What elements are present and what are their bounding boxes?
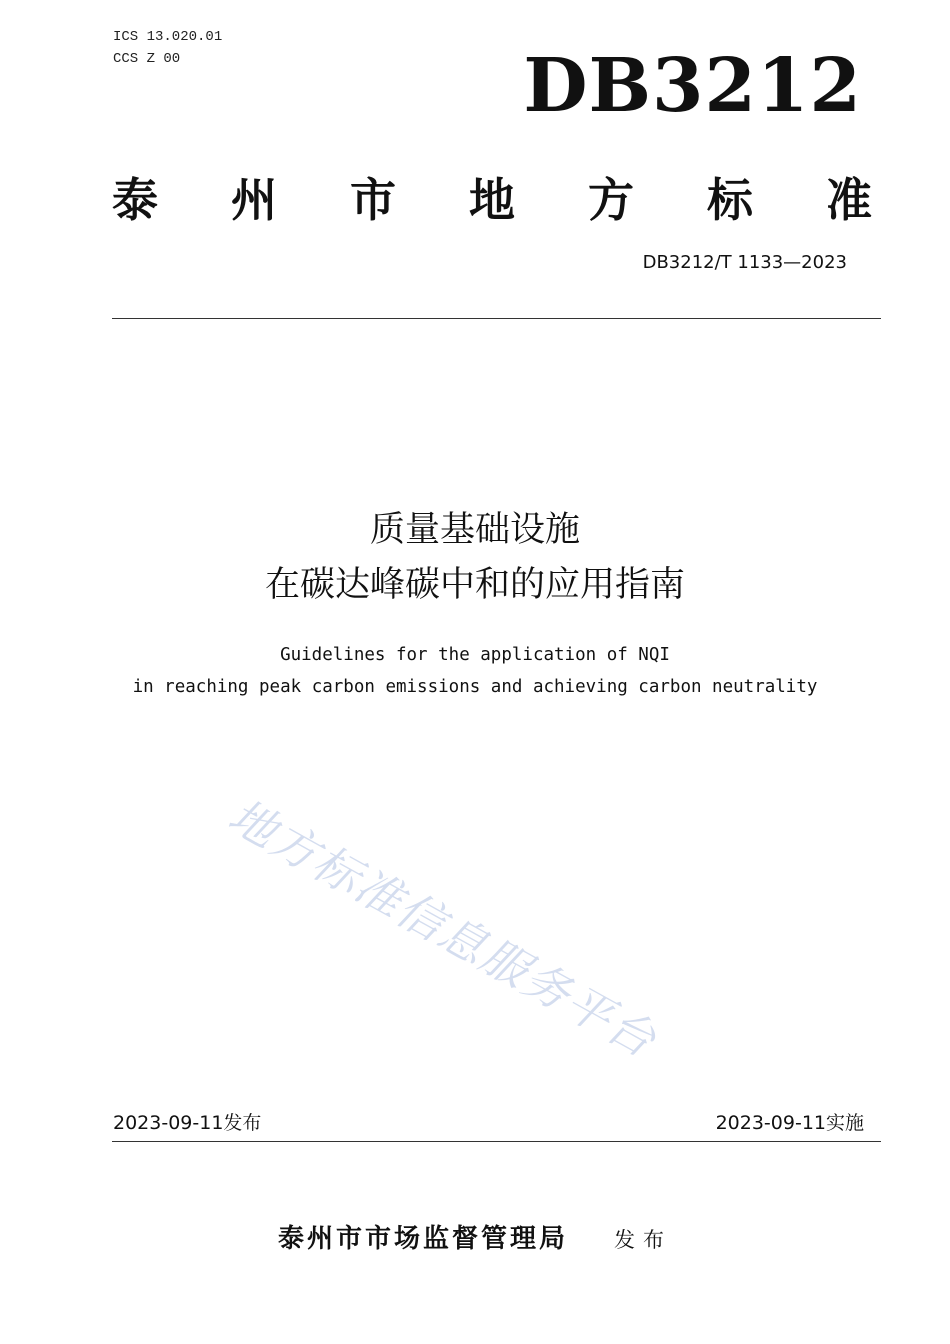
bottom-divider <box>112 1141 881 1142</box>
chinese-title-line-1: 质量基础设施 <box>369 510 580 550</box>
english-title-line-2: in reaching peak carbon emissions and achieving carbon neutrality <box>132 677 818 697</box>
issue-action: 发布 <box>614 1228 672 1252</box>
watermark: 地方标准信息服务平台 <box>219 788 666 1069</box>
standard-type-char: 地 <box>469 173 515 227</box>
issuing-organization: 泰州市市场监督管理局 <box>277 1224 568 1254</box>
english-title-line-1: Guidelines for the application of NQI <box>280 645 670 665</box>
standard-type-char: 方 <box>588 173 634 227</box>
top-divider <box>112 318 881 319</box>
standard-type-char: 标 <box>707 173 753 227</box>
issuer <box>0 1222 950 1257</box>
standard-type-char: 州 <box>231 173 277 227</box>
standard-type-char: 准 <box>826 173 872 227</box>
issue-date: 2023-09-11发布 <box>113 1112 262 1134</box>
chinese-title-line-2: 在碳达峰碳中和的应用指南 <box>264 565 685 605</box>
standard-type-title <box>112 172 872 228</box>
implementation-date: 2023-09-11实施 <box>715 1112 864 1134</box>
ics-code: ICS 13.020.01 <box>113 29 223 45</box>
standard-type-char: 泰 <box>112 173 158 227</box>
standard-number: DB3212/T 1133—2023 <box>642 252 847 273</box>
standard-code-logo: DB3212 <box>523 43 862 129</box>
ccs-code: CCS Z 00 <box>113 51 181 67</box>
standard-type-char: 市 <box>350 173 396 227</box>
